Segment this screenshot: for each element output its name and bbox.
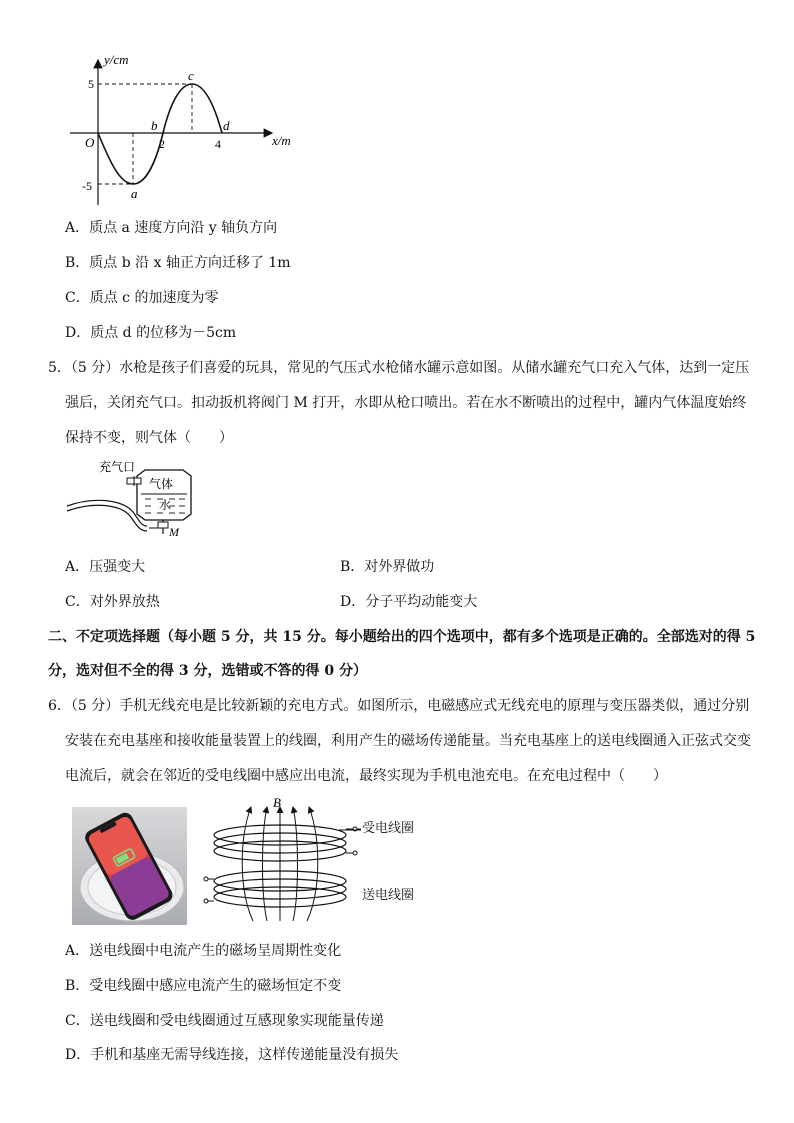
origin-label: O [85,135,95,150]
q4-option-c: C．质点 c 的加速度为零 [65,290,219,306]
q5-stem-line2: 强后，关闭充气口。扣动扳机将阀门 M 打开，水即从枪口喷出。若在水不断喷出的过程中，罐内气体温度始终 [65,395,747,411]
gas-label: 气体 [149,477,174,491]
water-gun-tank-figure [65,454,205,546]
q4-option-d: D．质点 d 的位移为－5cm [65,325,237,341]
inlet-label: 充气口 [99,460,136,474]
phone-charging-photo [72,807,187,925]
y-tick-5: 5 [88,77,94,91]
receiver-coil-leader [339,827,361,833]
sender-coil-label: 送电线圈 [362,888,415,903]
q5-option-d: D．分子平均动能变大 [340,594,478,610]
q6-stem-line1: 6．（5 分）手机无线充电是比较新颖的充电方式。如图所示，电磁感应式无线充电的原理与变压器类似，通过分别 [48,698,750,714]
field-label-b: B [273,795,281,810]
q6-stem-line3: 电流后，就会在邻近的受电线圈中感应出电流，最终实现为手机电池充电。在充电过程中（ ） [65,768,667,784]
wave-graph [60,50,310,210]
point-b-label: b [151,118,158,133]
q6-option-a: A．送电线圈中电流产生的磁场呈周期性变化 [65,943,342,959]
q6-option-d: D．手机和基座无需导线连接，这样传递能量没有损失 [65,1047,399,1063]
q4-option-b: B．质点 b 沿 x 轴正方向迁移了 1m [65,255,291,271]
water-label: 水 [159,498,172,512]
y-tick-neg5: -5 [82,179,92,193]
y-axis-label: y/cm [104,52,129,67]
x-tick-2: 2 [159,137,165,151]
section2-heading-line2: 分，选对但不全的得 3 分，选错或不答的得 0 分） [48,663,367,679]
section2-heading-line1: 二、不定项选择题（每小题 5 分，共 15 分。每小题给出的四个选项中，都有多个选项是正确的。全部选对的得 5 [48,629,756,645]
q5-stem-line3: 保持不变，则气体（ ） [65,430,233,446]
q5-stem-line1: 5．（5 分）水枪是孩子们喜爱的玩具，常见的气压式水枪储水罐示意如图。从储水罐充气口充入气体，达到一定压 [48,360,750,376]
q4-option-a: A．质点 a 速度方向沿 y 轴负方向 [65,220,278,236]
valve-label: M [169,525,179,539]
point-c-label: c [188,68,194,83]
q5-option-c: C．对外界放热 [65,594,160,610]
point-d-label: d [223,118,230,133]
q6-option-c: C．送电线圈和受电线圈通过互感现象实现能量传递 [65,1013,384,1029]
q5-option-a: A．压强变大 [65,559,146,575]
x-axis-label: x/m [272,133,291,148]
q6-stem-line2: 安装在充电基座和接收能量装置上的线圈，利用产生的磁场传递能量。当充电基座上的送电线圈通入正弦式交变 [65,733,751,749]
receiver-coil-label: 受电线圈 [362,821,415,836]
q5-option-b: B．对外界做功 [340,559,435,575]
q6-option-b: B．受电线圈中感应电流产生的磁场恒定不变 [65,978,342,994]
point-a-label: a [131,186,138,201]
wave-curve [98,84,222,184]
x-tick-4: 4 [215,137,221,151]
